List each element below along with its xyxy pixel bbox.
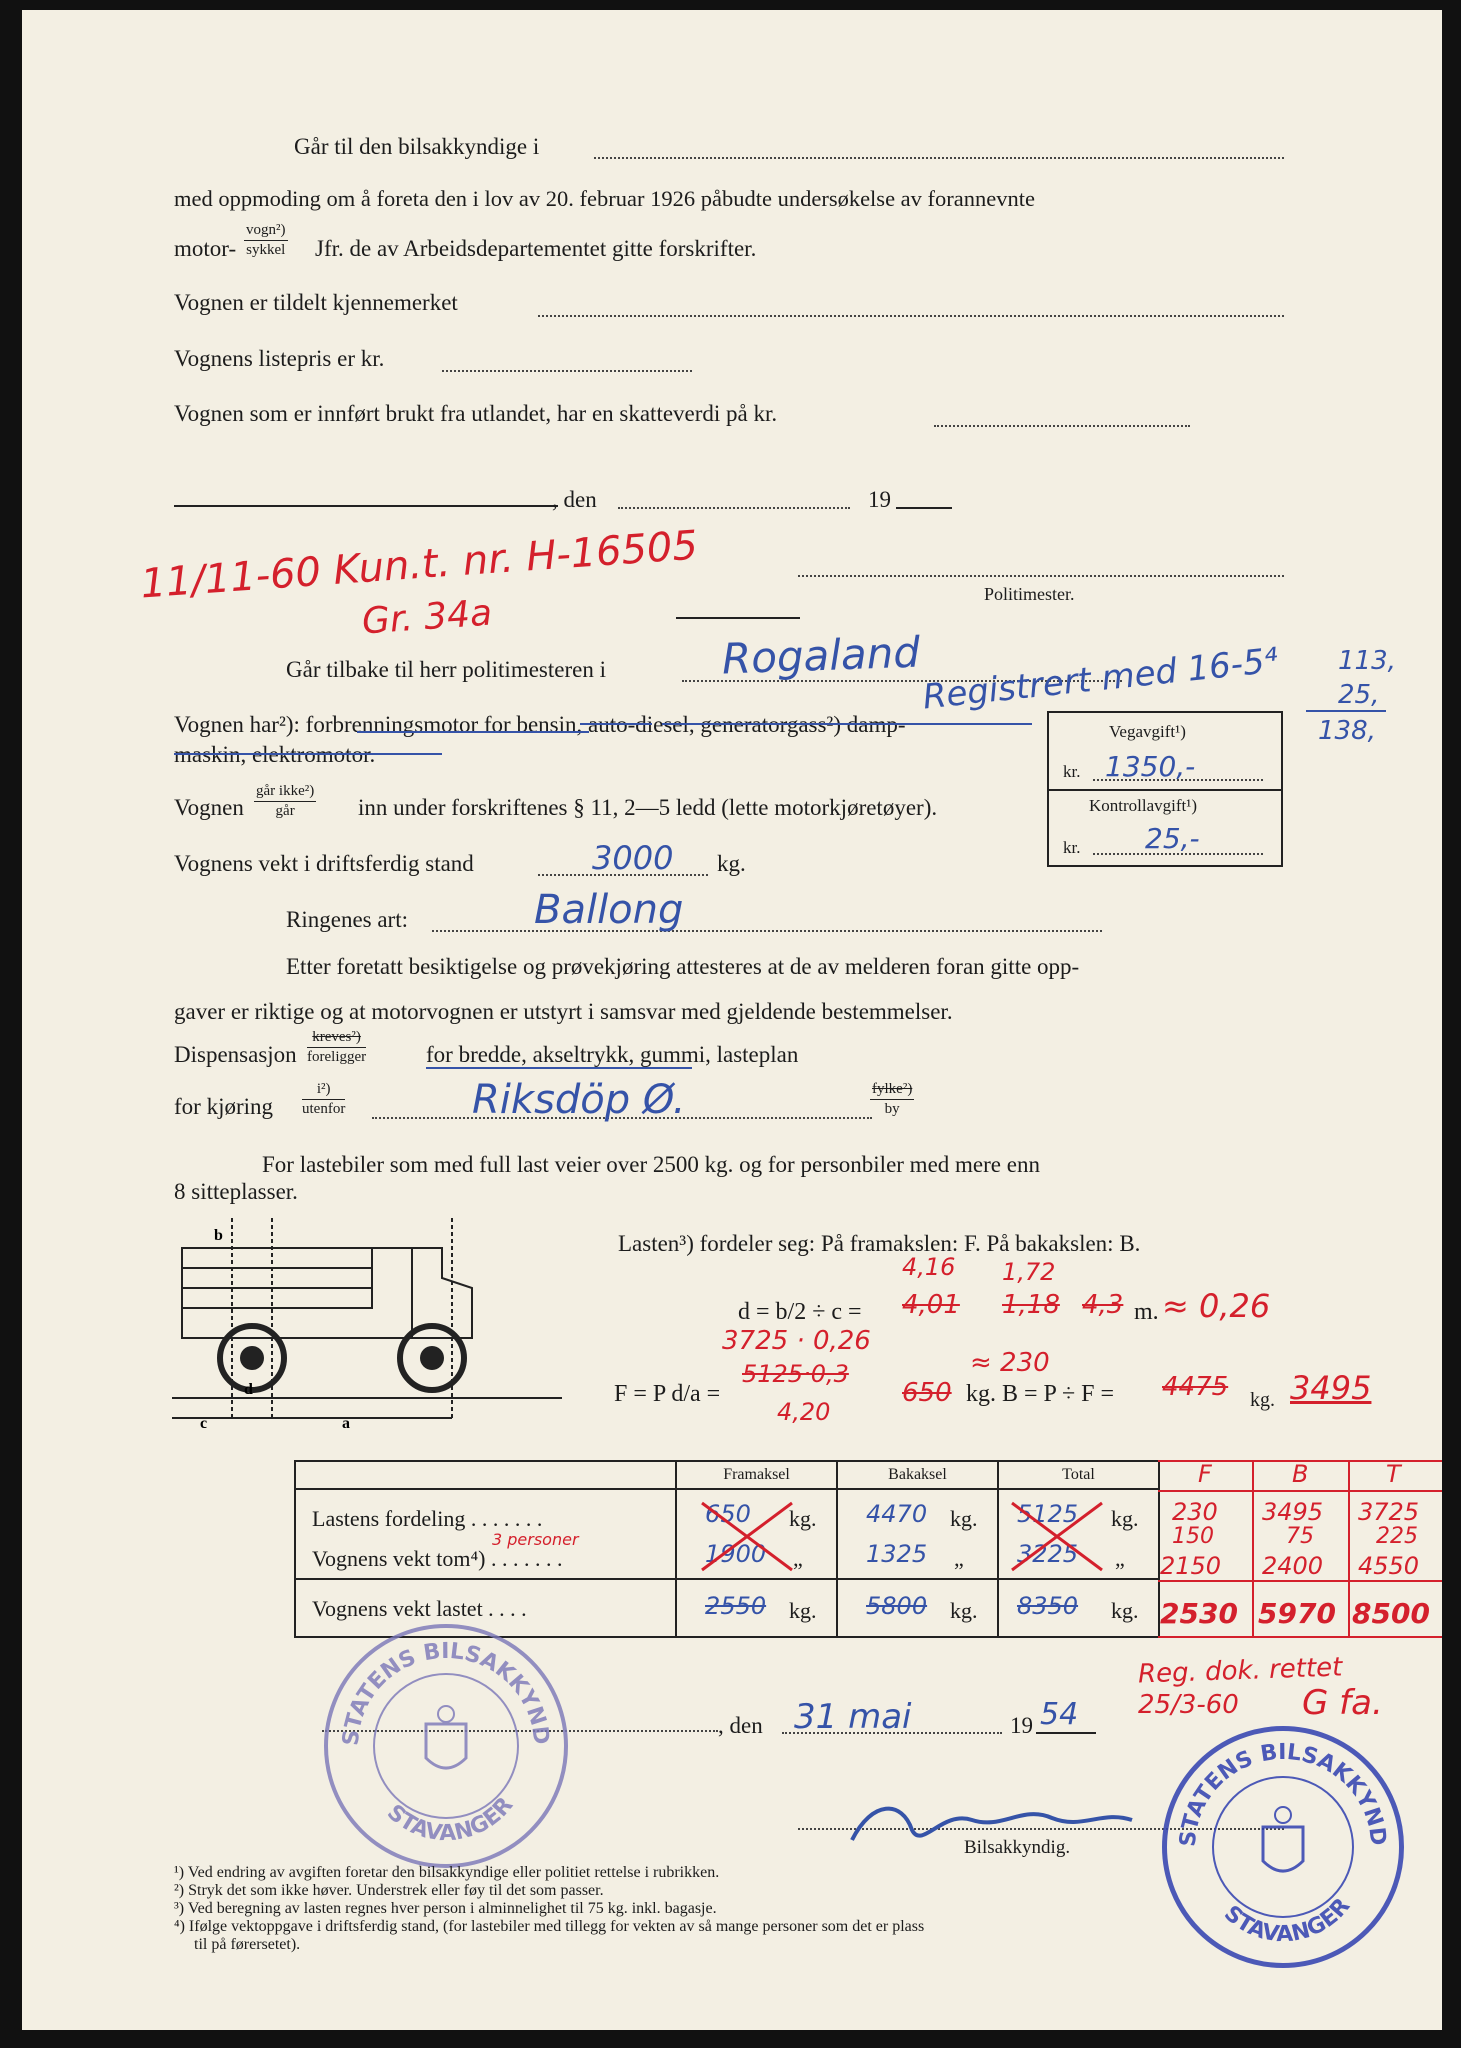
line-listepris: Vognens listepris er kr.	[174, 346, 385, 371]
line-har-b: maskin, elektromotor.	[174, 742, 376, 767]
truck-diagram	[172, 1218, 562, 1438]
label-formula2-kg: kg. B = P ÷ F =	[966, 1381, 1115, 1407]
box-divider	[1049, 789, 1281, 791]
unit-lastens-total: kg.	[1110, 1506, 1139, 1531]
cell-tom-total: 3225	[1016, 1540, 1079, 1568]
frac-disp: kreves²) foreligger	[307, 1029, 367, 1065]
label-formula2-kg2: kg.	[1250, 1389, 1275, 1411]
header-total: Total	[998, 1461, 1159, 1489]
row-vekt-lastet-label: Vognens vekt lastet . . . .	[312, 1596, 527, 1621]
hw-calc-b: 3495	[1290, 1369, 1372, 1407]
red-header-t: T	[1386, 1460, 1401, 1488]
hw-annot-personer: 3 personer	[492, 1530, 579, 1549]
strike-bensin	[580, 723, 652, 725]
field-politimester-sign[interactable]	[798, 575, 1284, 577]
hw-kjoring: Riksdöp Ø.	[472, 1077, 686, 1123]
stamp-right	[1162, 1726, 1404, 1968]
truck-label-b: b	[214, 1227, 223, 1244]
line-tilbake: Går tilbake til herr politimesteren i	[286, 657, 606, 682]
frac-gar: går ikke²) går	[256, 783, 315, 819]
unit-tom-bak: „	[954, 1546, 964, 1571]
hw-vegavgift: 1350,-	[1105, 750, 1196, 783]
divider	[676, 617, 800, 619]
label-kontrollavgift: Kontrollavgift¹)	[1089, 796, 1198, 815]
red-r4-t: 8500	[1352, 1597, 1430, 1630]
red-reg-note-b: 25/3-60	[1138, 1690, 1239, 1720]
label-bilsakkyndig: Bilsakkyndig.	[964, 1837, 1071, 1858]
hw-f2: 1,72	[1002, 1258, 1056, 1286]
hw-calc1: 3725 · 0,26	[722, 1326, 871, 1356]
footnote-3: ³) Ved beregning av lasten regnes hver person i alminnelighet til 75 kg. inkl. bagasje.	[174, 1900, 717, 1917]
hw-sum-b: 25,	[1338, 680, 1380, 710]
line-motor-prefix: motor-	[174, 236, 237, 261]
line-lasten: Lasten³) fordeler seg: På framakslen: F. På bakakslen: B.	[618, 1231, 1141, 1256]
line-skatteverdi: Vognen som er innført brukt fra utlandet, har en skatteverdi på kr.	[174, 401, 778, 426]
sum-line	[1306, 710, 1386, 712]
red-r1-b: 3495	[1262, 1498, 1324, 1526]
red-note-group: Gr. 34a	[360, 592, 494, 643]
hw-sum-c: 138,	[1318, 716, 1376, 746]
strike-diesel	[662, 723, 1032, 725]
hw-f5: 4,3	[1082, 1290, 1124, 1320]
red-r1-t: 3725	[1358, 1498, 1420, 1526]
strike-elektro	[174, 753, 442, 755]
red-r4-f: 2530	[1160, 1597, 1238, 1630]
hw-f1: 4,16	[902, 1253, 956, 1281]
label-vegavgift: Vegavgift¹)	[1109, 722, 1186, 741]
line-har-a: Vognen har²): forbrenningsmotor for bensin, auto-diesel, generatorgass²) damp-	[174, 712, 906, 737]
line-gar-suffix: inn under forskriftenes § 11, 2—5 ledd (lette motorkjøretøyer).	[358, 795, 938, 820]
field-date[interactable]	[618, 507, 850, 509]
field-ringer[interactable]	[432, 930, 1102, 932]
line-kjoring-prefix: for kjøring	[174, 1094, 274, 1119]
hw-calc-f-strike: 650	[902, 1378, 952, 1408]
hw-f3: 4,01	[902, 1290, 960, 1320]
red-r3-t: 4550	[1358, 1552, 1420, 1580]
cell-lastens-bak: 4470	[866, 1500, 928, 1528]
field-skatteverdi[interactable]	[934, 425, 1190, 427]
label-kr2: kr.	[1063, 838, 1081, 857]
line-disp-suffix: for bredde, akseltrykk, gummi, lasteplan	[426, 1042, 799, 1067]
unit-lastet-bak: kg.	[950, 1598, 978, 1623]
red-table	[1158, 1460, 1442, 1638]
line-oppmoding: med oppmoding om å foreta den i lov av 20. februar 1926 påbudte undersøkelse av forannevnte	[174, 186, 1035, 211]
line-bilsakkyndige: Går til den bilsakkyndige i	[294, 134, 540, 159]
field-kjennemerket[interactable]	[538, 315, 1284, 317]
red-reg-note-c: G fa.	[1302, 1683, 1383, 1723]
truck-body	[182, 1248, 372, 1308]
avgift-box	[1047, 711, 1283, 867]
stamp-left-bottom: STAVANGER	[382, 1792, 519, 1847]
unit-tom-total: „	[1114, 1546, 1125, 1571]
stamp-left-top: STATENS BILSAKKYND	[338, 1638, 554, 1747]
line-vekt: Vognens vekt i driftsferdig stand	[174, 851, 474, 876]
line-formula1: d = b/2 ÷ c =	[738, 1299, 862, 1325]
red-r2-f: 150	[1172, 1524, 1214, 1549]
unit-lastens-fram: kg.	[789, 1506, 817, 1531]
truck-label-d: d	[244, 1381, 253, 1398]
cell-lastet-bak: 5800	[866, 1592, 928, 1620]
truck-label-c: c	[200, 1415, 208, 1432]
line-gar-prefix: Vognen	[174, 795, 244, 820]
hw-kontrollavgift: 25,-	[1145, 822, 1200, 855]
cross-total	[1007, 1498, 1107, 1574]
field-year[interactable]	[896, 507, 952, 509]
red-reg-note-a: Reg. dok. rettet	[1137, 1652, 1343, 1690]
frac-vogn-sykkel: vogn²) sykkel	[246, 222, 286, 258]
cell-lastens-total: 5125	[1016, 1500, 1079, 1528]
hw-calc-b-strike: 4475	[1162, 1372, 1229, 1402]
field-sign-year[interactable]	[1036, 1732, 1096, 1734]
red-r2-t: 225	[1376, 1524, 1418, 1549]
frac-fylke: fylke²) by	[872, 1081, 913, 1117]
weight-table	[294, 1460, 1160, 1638]
label-year19: 19	[868, 487, 891, 512]
footnote-1: ¹) Ved endring av avgiften foretar den bilsakkyndige eller politiet rettelse i rubrikken.	[174, 1864, 720, 1881]
hw-f4: 1,18	[1002, 1290, 1060, 1320]
line-etter-b: gaver er riktige og at motorvognen er utstyrt i samsvar med gjeldende bestemmelser.	[174, 999, 953, 1024]
unit-lastet-fram: kg.	[789, 1598, 817, 1623]
line-laste-b: 8 sitteplasser.	[174, 1179, 298, 1204]
hw-calc-strike: 5125·0,3	[742, 1360, 849, 1388]
hw-place: Rogaland	[721, 627, 921, 684]
svg-text:STAVANGER	[382, 1793, 518, 1847]
label-year19b: 19	[1010, 1713, 1033, 1738]
underline-forbrenning	[357, 731, 589, 733]
field-place[interactable]	[174, 505, 558, 507]
label-vekt-kg: kg.	[717, 851, 746, 876]
header-framaksel: Framaksel	[676, 1461, 837, 1489]
line-laste-a: For lastebiler som med full last veier over 2500 kg. og for personbiler med mere enn	[262, 1152, 1040, 1177]
field-bilsakkyndige[interactable]	[594, 157, 1284, 159]
hw-sum-a: 113,	[1338, 646, 1396, 676]
cell-lastet-total: 8350	[1016, 1592, 1079, 1620]
row-vekt-tom-label: Vognens vekt tom⁴) . . . . . . .	[312, 1546, 563, 1571]
cross-fram	[697, 1498, 797, 1574]
line-etter-a: Etter foretatt besiktigelse og prøvekjøring attesteres at de av melderen foran gitte opp-	[286, 954, 1080, 979]
unit-tom-fram: „	[793, 1546, 803, 1571]
label-politimester: Politimester.	[984, 584, 1075, 604]
underline-disp	[426, 1067, 692, 1069]
line-jfr: Jfr. de av Arbeidsdepartementet gitte forskrifter.	[315, 236, 757, 261]
hw-ringer: Ballong	[534, 887, 684, 933]
header-bakaksel: Bakaksel	[837, 1461, 998, 1489]
unit-lastet-total: kg.	[1110, 1598, 1139, 1623]
hw-note-registrert: Registrert med 16-5⁴	[920, 640, 1280, 718]
stamp-right-bottom: STAVANGER	[1219, 1893, 1356, 1948]
hw-year: 54	[1040, 1697, 1079, 1732]
cell-lastens-fram: 650	[705, 1500, 751, 1528]
truck-label-a: a	[342, 1415, 350, 1432]
line-formula2: F = P d/a =	[614, 1381, 721, 1407]
red-r4-b: 5970	[1258, 1597, 1336, 1630]
stamp-right-top: STATENS BILSAKKYND	[1175, 1739, 1391, 1848]
svg-text:STATENS BILSAKKYNDIGE	[328, 1628, 553, 1747]
red-r1-f: 230	[1172, 1498, 1218, 1526]
row-lastens-label: Lastens fordeling . . . . . . .	[312, 1506, 543, 1531]
red-r3-f: 2150	[1160, 1552, 1222, 1580]
footnote-2: ²) Stryk det som ikke høver. Understrek eller føy til det som passer.	[174, 1882, 604, 1899]
label-formula1-m: m.	[1134, 1299, 1159, 1325]
form-page	[22, 10, 1442, 2030]
hw-calc2: ≈ 230	[970, 1348, 1050, 1378]
field-listepris[interactable]	[442, 370, 692, 372]
red-r2-b: 75	[1286, 1524, 1314, 1549]
cell-tom-fram: 1900	[705, 1540, 767, 1568]
hw-approx: ≈ 0,26	[1162, 1287, 1271, 1325]
footnote-5: til på førersetet).	[194, 1936, 301, 1953]
frac-kjoring: i²) utenfor	[302, 1081, 346, 1117]
label-den: , den	[552, 487, 597, 512]
hw-calc-den: 4,20	[777, 1398, 831, 1426]
cell-tom-bak: 1325	[866, 1540, 928, 1568]
red-header-f: F	[1198, 1460, 1212, 1488]
line-kjennemerket: Vognen er tildelt kjennemerket	[174, 290, 458, 315]
svg-text:STATENS BILSAKKYNDIGE	[1167, 1731, 1390, 1848]
label-den2: , den	[718, 1713, 763, 1738]
line-ringenes: Ringenes art:	[286, 907, 408, 932]
hw-vekt: 3000	[592, 839, 674, 877]
red-header-b: B	[1292, 1460, 1309, 1488]
stamp-left	[324, 1624, 568, 1868]
red-r3-b: 2400	[1262, 1552, 1324, 1580]
line-disp-prefix: Dispensasjon	[174, 1042, 297, 1067]
footnote-4: ⁴) Ifølge vektoppgave i driftsferdig stand, (for lastebiler med tillegg for vekten av så mange personer som det er plass	[174, 1918, 925, 1935]
label-kr1: kr.	[1063, 762, 1081, 781]
hw-date-day: 31 mai	[794, 1697, 912, 1737]
unit-lastens-bak: kg.	[950, 1506, 978, 1531]
cell-lastet-fram: 2550	[705, 1592, 767, 1620]
red-note-registration: 11/11-60 Kun.t. nr. H-16505	[139, 522, 700, 608]
